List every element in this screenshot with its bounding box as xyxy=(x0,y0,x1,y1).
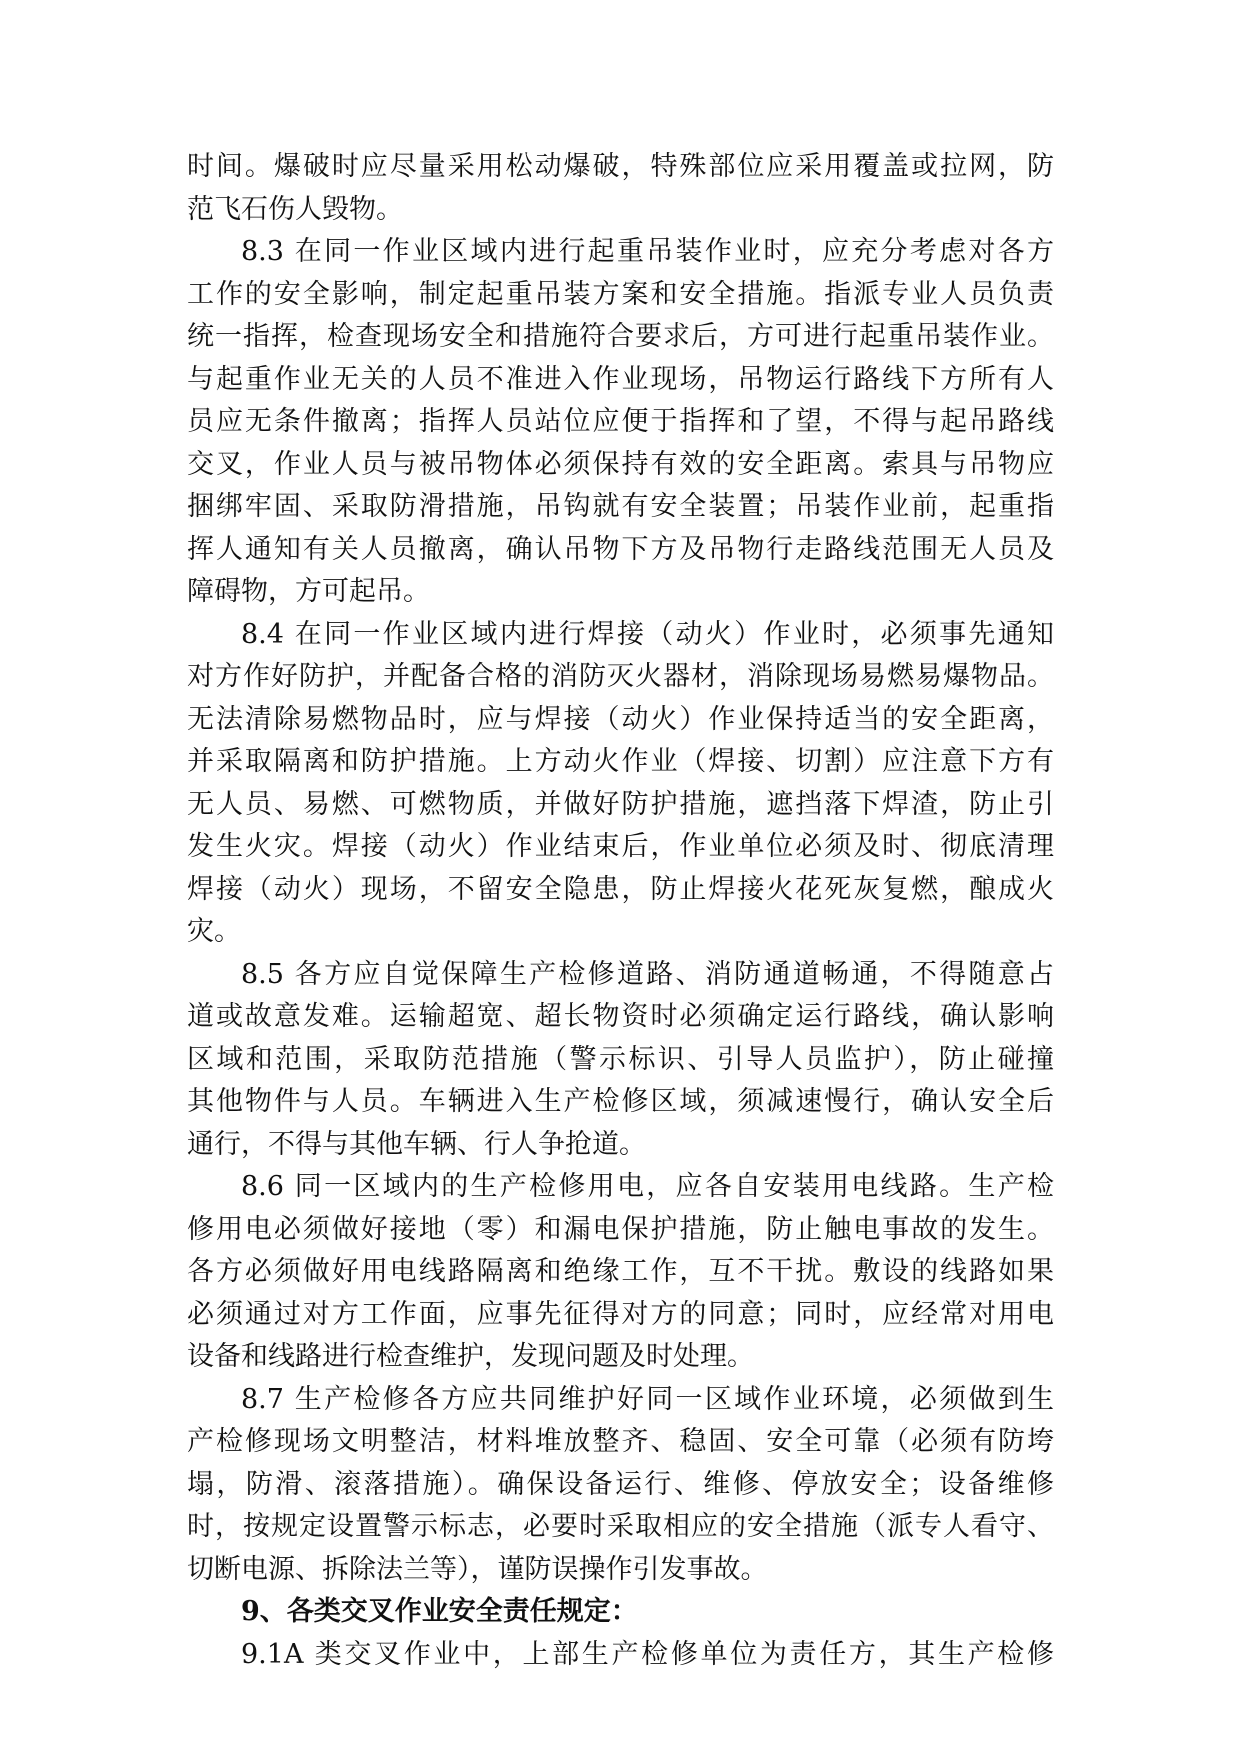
section-heading-9: 9、各类交叉作业安全责任规定： xyxy=(241,1596,638,1627)
text-line: 道或故意发难。运输超宽、超长物资时必须确定运行路线，确认影响 xyxy=(187,1001,1054,1032)
text-line: 对方作好防护，并配备合格的消防灭火器材，消除现场易燃易爆物品。 xyxy=(187,661,1054,692)
paragraph-8-7 xyxy=(187,1379,1054,1592)
paragraph-8-3 xyxy=(187,231,1054,614)
text-line: 时间。爆破时应尽量采用松动爆破，特殊部位应采用覆盖或拉网，防 xyxy=(187,151,1054,182)
text-line: 产检修现场文明整洁，材料堆放整齐、稳固、安全可靠（必须有防垮 xyxy=(187,1426,1054,1457)
text-line: 塌，防滑、滚落措施）。确保设备运行、维修、停放安全；设备维修 xyxy=(187,1468,1054,1500)
text-line: 修用电必须做好接地（零）和漏电保护措施，防止触电事故的发生。 xyxy=(187,1213,1054,1245)
text-line: 并采取隔离和防护措施。上方动火作业（焊接、切割）应注意下方有 xyxy=(187,746,1054,777)
text-line: 通行，不得与其他车辆、行人争抢道。 xyxy=(187,1128,646,1160)
text-line: 统一指挥，检查现场安全和措施符合要求后，方可进行起重吊装作业。 xyxy=(187,321,1054,352)
text-line: 各方必须做好用电线路隔离和绝缘工作，互不干扰。敷设的线路如果 xyxy=(187,1256,1054,1287)
text-line: 无法清除易燃物品时，应与焊接（动火）作业保持适当的安全距离， xyxy=(187,703,1054,735)
paragraph-9-1: 9.1A 类交叉作业中，上部生产检修单位为责任方，其生产检修 xyxy=(241,1638,1054,1670)
text-line: 时，按规定设置警示标志，必要时采取相应的安全措施（派专人看守、 xyxy=(187,1511,1054,1542)
document-page xyxy=(187,146,1054,1676)
text-line: 障碍物，方可起吊。 xyxy=(187,576,430,607)
paragraph-8-5 xyxy=(187,954,1054,1167)
text-line: 8.7 生产检修各方应共同维护好同一区域作业环境，必须做到生 xyxy=(241,1383,1054,1415)
text-line: 其他物件与人员。车辆进入生产检修区域，须减速慢行，确认安全后 xyxy=(187,1086,1054,1117)
text-line: 交叉，作业人员与被吊物体必须保持有效的安全距离。索具与吊物应 xyxy=(187,448,1054,480)
text-line: 焊接（动火）现场，不留安全隐患，防止焊接火花死灰复燃，酿成火 xyxy=(187,873,1054,905)
text-line: 设备和线路进行检查维护，发现问题及时处理。 xyxy=(187,1341,754,1372)
text-line: 范飞石伤人毁物。 xyxy=(187,193,403,225)
text-line: 切断电源、拆除法兰等），谨防误操作引发事故。 xyxy=(187,1553,768,1585)
text-line: 员应无条件撤离；指挥人员站位应便于指挥和了望，不得与起吊路线 xyxy=(187,406,1054,437)
text-line: 灾。 xyxy=(187,916,241,947)
text-line: 无人员、易燃、可燃物质，并做好防护措施，遮挡落下焊渣，防止引 xyxy=(187,788,1054,820)
text-line: 8.5 各方应自觉保障生产检修道路、消防通道畅通，不得随意占 xyxy=(241,958,1054,990)
text-line: 8.4 在同一作业区域内进行焊接（动火）作业时，必须事先通知 xyxy=(241,618,1054,650)
paragraph-blasting-tail xyxy=(187,146,1054,231)
text-line: 捆绑牢固、采取防滑措施，吊钩就有安全装置；吊装作业前，起重指 xyxy=(187,491,1054,522)
text-line: 工作的安全影响，制定起重吊装方案和安全措施。指派专业人员负责 xyxy=(187,278,1054,310)
text-line: 挥人通知有关人员撤离，确认吊物下方及吊物行走路线范围无人员及 xyxy=(187,533,1054,565)
text-line: 与起重作业无关的人员不准进入作业现场，吊物运行路线下方所有人 xyxy=(187,363,1054,395)
text-line: 必须通过对方工作面，应事先征得对方的同意；同时，应经常对用电 xyxy=(187,1298,1054,1330)
paragraph-8-4 xyxy=(187,614,1054,954)
text-line: 8.6 同一区域内的生产检修用电，应各自安装用电线路。生产检 xyxy=(241,1171,1054,1202)
text-line: 8.3 在同一作业区域内进行起重吊装作业时，应充分考虑对各方 xyxy=(241,236,1054,267)
text-line: 发生火灾。焊接（动火）作业结束后，作业单位必须及时、彻底清理 xyxy=(187,831,1054,862)
paragraph-8-6 xyxy=(187,1166,1054,1379)
text-line: 区域和范围，采取防范措施（警示标识、引导人员监护），防止碰撞 xyxy=(187,1043,1054,1075)
